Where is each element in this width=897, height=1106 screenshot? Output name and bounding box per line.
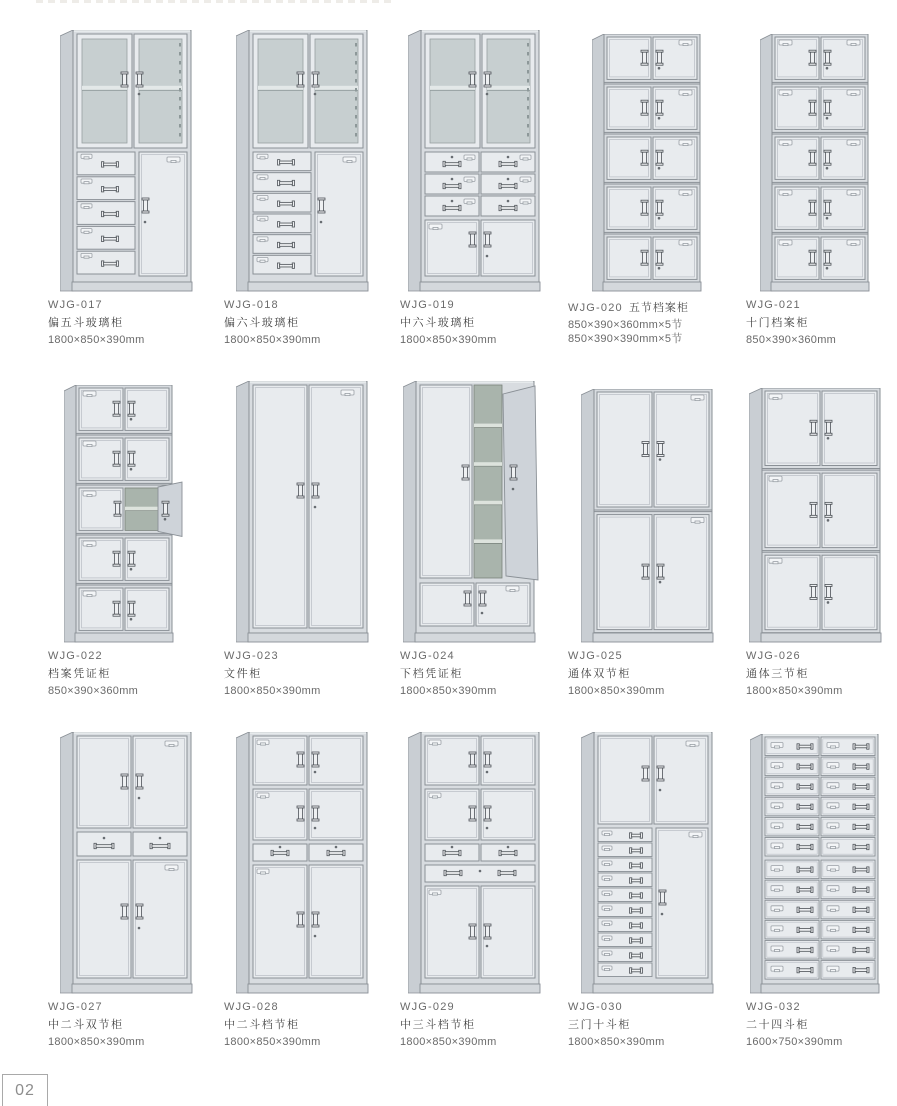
- product-model-line: [568, 299, 736, 315]
- product-name: 通体双节柜: [568, 668, 631, 680]
- product-model: WJG-020: [568, 302, 623, 314]
- page-number-box: [2, 1074, 48, 1106]
- product-model-line: [224, 299, 390, 311]
- product-name-inline: 五节档案柜: [628, 302, 689, 314]
- product-caption: [736, 1001, 894, 1049]
- product-caption: [38, 299, 214, 347]
- cabinet-illustration: [38, 26, 214, 292]
- product-model-line: [568, 1001, 736, 1013]
- product-model-line: [400, 650, 558, 662]
- product-dimensions: [568, 318, 736, 346]
- product-dimensions-line: 1800×850×390mm: [568, 1036, 665, 1048]
- cabinet-svg: [236, 732, 369, 994]
- product-caption: [736, 299, 894, 347]
- product-dimensions: [746, 333, 894, 347]
- product-dimensions-line: 1800×850×390mm: [224, 1036, 321, 1048]
- product-dimensions: [746, 684, 894, 698]
- cabinet-svg: [760, 34, 870, 292]
- product-model: WJG-028: [224, 1001, 279, 1013]
- cabinet-illustration: [390, 26, 558, 292]
- product-card: [38, 728, 214, 1049]
- product-model-line: [568, 650, 736, 662]
- product-dimensions-line: 850×390×390mm×5节: [568, 333, 683, 345]
- product-model-line: [224, 650, 390, 662]
- product-model: WJG-030: [568, 1001, 623, 1013]
- product-name: 偏五斗玻璃柜: [48, 317, 124, 329]
- cabinet-svg: [408, 30, 541, 292]
- cabinet-svg: [403, 381, 545, 643]
- product-dimensions-line: 1600×750×390mm: [746, 1036, 843, 1048]
- cabinet-illustration: [38, 377, 214, 643]
- product-card: [558, 377, 736, 698]
- product-name: 下档凭证柜: [400, 668, 463, 680]
- cabinet-illustration: [214, 26, 390, 292]
- product-model-line: [48, 299, 214, 311]
- product-name: 二十四斗柜: [746, 1019, 809, 1031]
- product-caption: [390, 1001, 558, 1049]
- cabinet-svg: [236, 381, 369, 643]
- cabinet-illustration: [736, 728, 894, 994]
- product-dimensions: [48, 684, 214, 698]
- product-name: 中六斗玻璃柜: [400, 317, 476, 329]
- product-card: [214, 728, 390, 1049]
- page-number: 02: [15, 1081, 35, 1099]
- cabinet-svg: [581, 389, 714, 643]
- product-card: [390, 728, 558, 1049]
- product-card: [390, 26, 558, 347]
- product-model: WJG-019: [400, 299, 455, 311]
- product-card: [38, 26, 214, 347]
- product-model: WJG-024: [400, 650, 455, 662]
- product-dimensions: [48, 333, 214, 347]
- product-dimensions: [224, 333, 390, 347]
- product-model: WJG-032: [746, 1001, 801, 1013]
- product-caption: [390, 650, 558, 698]
- product-model-line: [400, 299, 558, 311]
- product-name: 中二斗双节柜: [48, 1019, 124, 1031]
- product-caption: [38, 1001, 214, 1049]
- product-card: [214, 26, 390, 347]
- product-model-line: [48, 650, 214, 662]
- product-dimensions-line: 1800×850×390mm: [224, 685, 321, 697]
- cabinet-illustration: [214, 377, 390, 643]
- product-name: 十门档案柜: [746, 317, 809, 329]
- product-model: WJG-022: [48, 650, 103, 662]
- product-dimensions-line: 1800×850×390mm: [48, 334, 145, 346]
- product-name: 中二斗档节柜: [224, 1019, 300, 1031]
- product-card: [38, 377, 214, 698]
- cabinet-illustration: [214, 728, 390, 994]
- product-caption: [558, 1001, 736, 1049]
- cabinet-svg: [408, 732, 541, 994]
- product-dimensions: [400, 333, 558, 347]
- cabinet-illustration: [390, 728, 558, 994]
- product-name: 档案凭证柜: [48, 668, 111, 680]
- product-model-line: [224, 1001, 390, 1013]
- cabinet-svg: [750, 734, 880, 994]
- product-card: [558, 728, 736, 1049]
- product-name: 文件柜: [224, 668, 262, 680]
- product-dimensions: [224, 684, 390, 698]
- cropped-header-remnant: [36, 0, 396, 3]
- product-card: [558, 26, 736, 347]
- product-dimensions: [48, 1035, 214, 1049]
- cabinet-svg: [236, 30, 369, 292]
- product-dimensions-line: 850×390×360mm: [746, 334, 837, 346]
- product-name: 偏六斗玻璃柜: [224, 317, 300, 329]
- product-dimensions: [400, 1035, 558, 1049]
- cabinet-svg: [592, 34, 702, 292]
- product-model: WJG-029: [400, 1001, 455, 1013]
- cabinet-svg: [749, 388, 882, 643]
- product-model-line: [746, 299, 894, 311]
- product-dimensions: [224, 1035, 390, 1049]
- product-caption: [38, 650, 214, 698]
- product-dimensions-line: 1800×850×390mm: [400, 685, 497, 697]
- product-name: 中三斗档节柜: [400, 1019, 476, 1031]
- product-dimensions-line: 1800×850×390mm: [746, 685, 843, 697]
- product-dimensions-line: 850×390×360mm×5节: [568, 319, 683, 331]
- product-caption: [214, 650, 390, 698]
- product-model: WJG-025: [568, 650, 623, 662]
- product-model-line: [400, 1001, 558, 1013]
- product-dimensions: [746, 1035, 894, 1049]
- product-card: [736, 728, 894, 1049]
- product-dimensions: [568, 684, 736, 698]
- product-dimensions-line: 1800×850×390mm: [224, 334, 321, 346]
- product-model: WJG-027: [48, 1001, 103, 1013]
- product-model: WJG-021: [746, 299, 801, 311]
- product-name: 通体三节柜: [746, 668, 809, 680]
- product-dimensions-line: 1800×850×390mm: [400, 334, 497, 346]
- product-card: [214, 377, 390, 698]
- cabinet-illustration: [390, 377, 558, 643]
- cabinet-svg: [60, 30, 193, 292]
- product-card: [390, 377, 558, 698]
- product-model: WJG-023: [224, 650, 279, 662]
- cabinet-illustration: [558, 26, 736, 292]
- cabinet-illustration: [736, 377, 894, 643]
- product-dimensions: [400, 684, 558, 698]
- product-dimensions: [568, 1035, 736, 1049]
- cabinet-illustration: [736, 26, 894, 292]
- product-dimensions-line: 1800×850×390mm: [48, 1036, 145, 1048]
- product-caption: [214, 299, 390, 347]
- product-caption: [214, 1001, 390, 1049]
- product-card: [736, 377, 894, 698]
- product-model-line: [48, 1001, 214, 1013]
- product-model: WJG-018: [224, 299, 279, 311]
- product-model-line: [746, 1001, 894, 1013]
- product-dimensions-line: 850×390×360mm: [48, 685, 139, 697]
- product-dimensions-line: 1800×850×390mm: [400, 1036, 497, 1048]
- product-dimensions-line: 1800×850×390mm: [568, 685, 665, 697]
- product-caption: [736, 650, 894, 698]
- product-card: [736, 26, 894, 347]
- cabinet-illustration: [38, 728, 214, 994]
- product-name: 三门十斗柜: [568, 1019, 631, 1031]
- cabinet-illustration: [558, 728, 736, 994]
- product-caption: [390, 299, 558, 347]
- product-caption: [558, 650, 736, 698]
- cabinet-svg: [64, 385, 188, 643]
- product-caption: [558, 299, 736, 347]
- product-model: WJG-026: [746, 650, 801, 662]
- cabinet-svg: [581, 732, 714, 994]
- cabinet-svg: [60, 732, 193, 994]
- product-model-line: [746, 650, 894, 662]
- cabinet-illustration: [558, 377, 736, 643]
- product-model: WJG-017: [48, 299, 103, 311]
